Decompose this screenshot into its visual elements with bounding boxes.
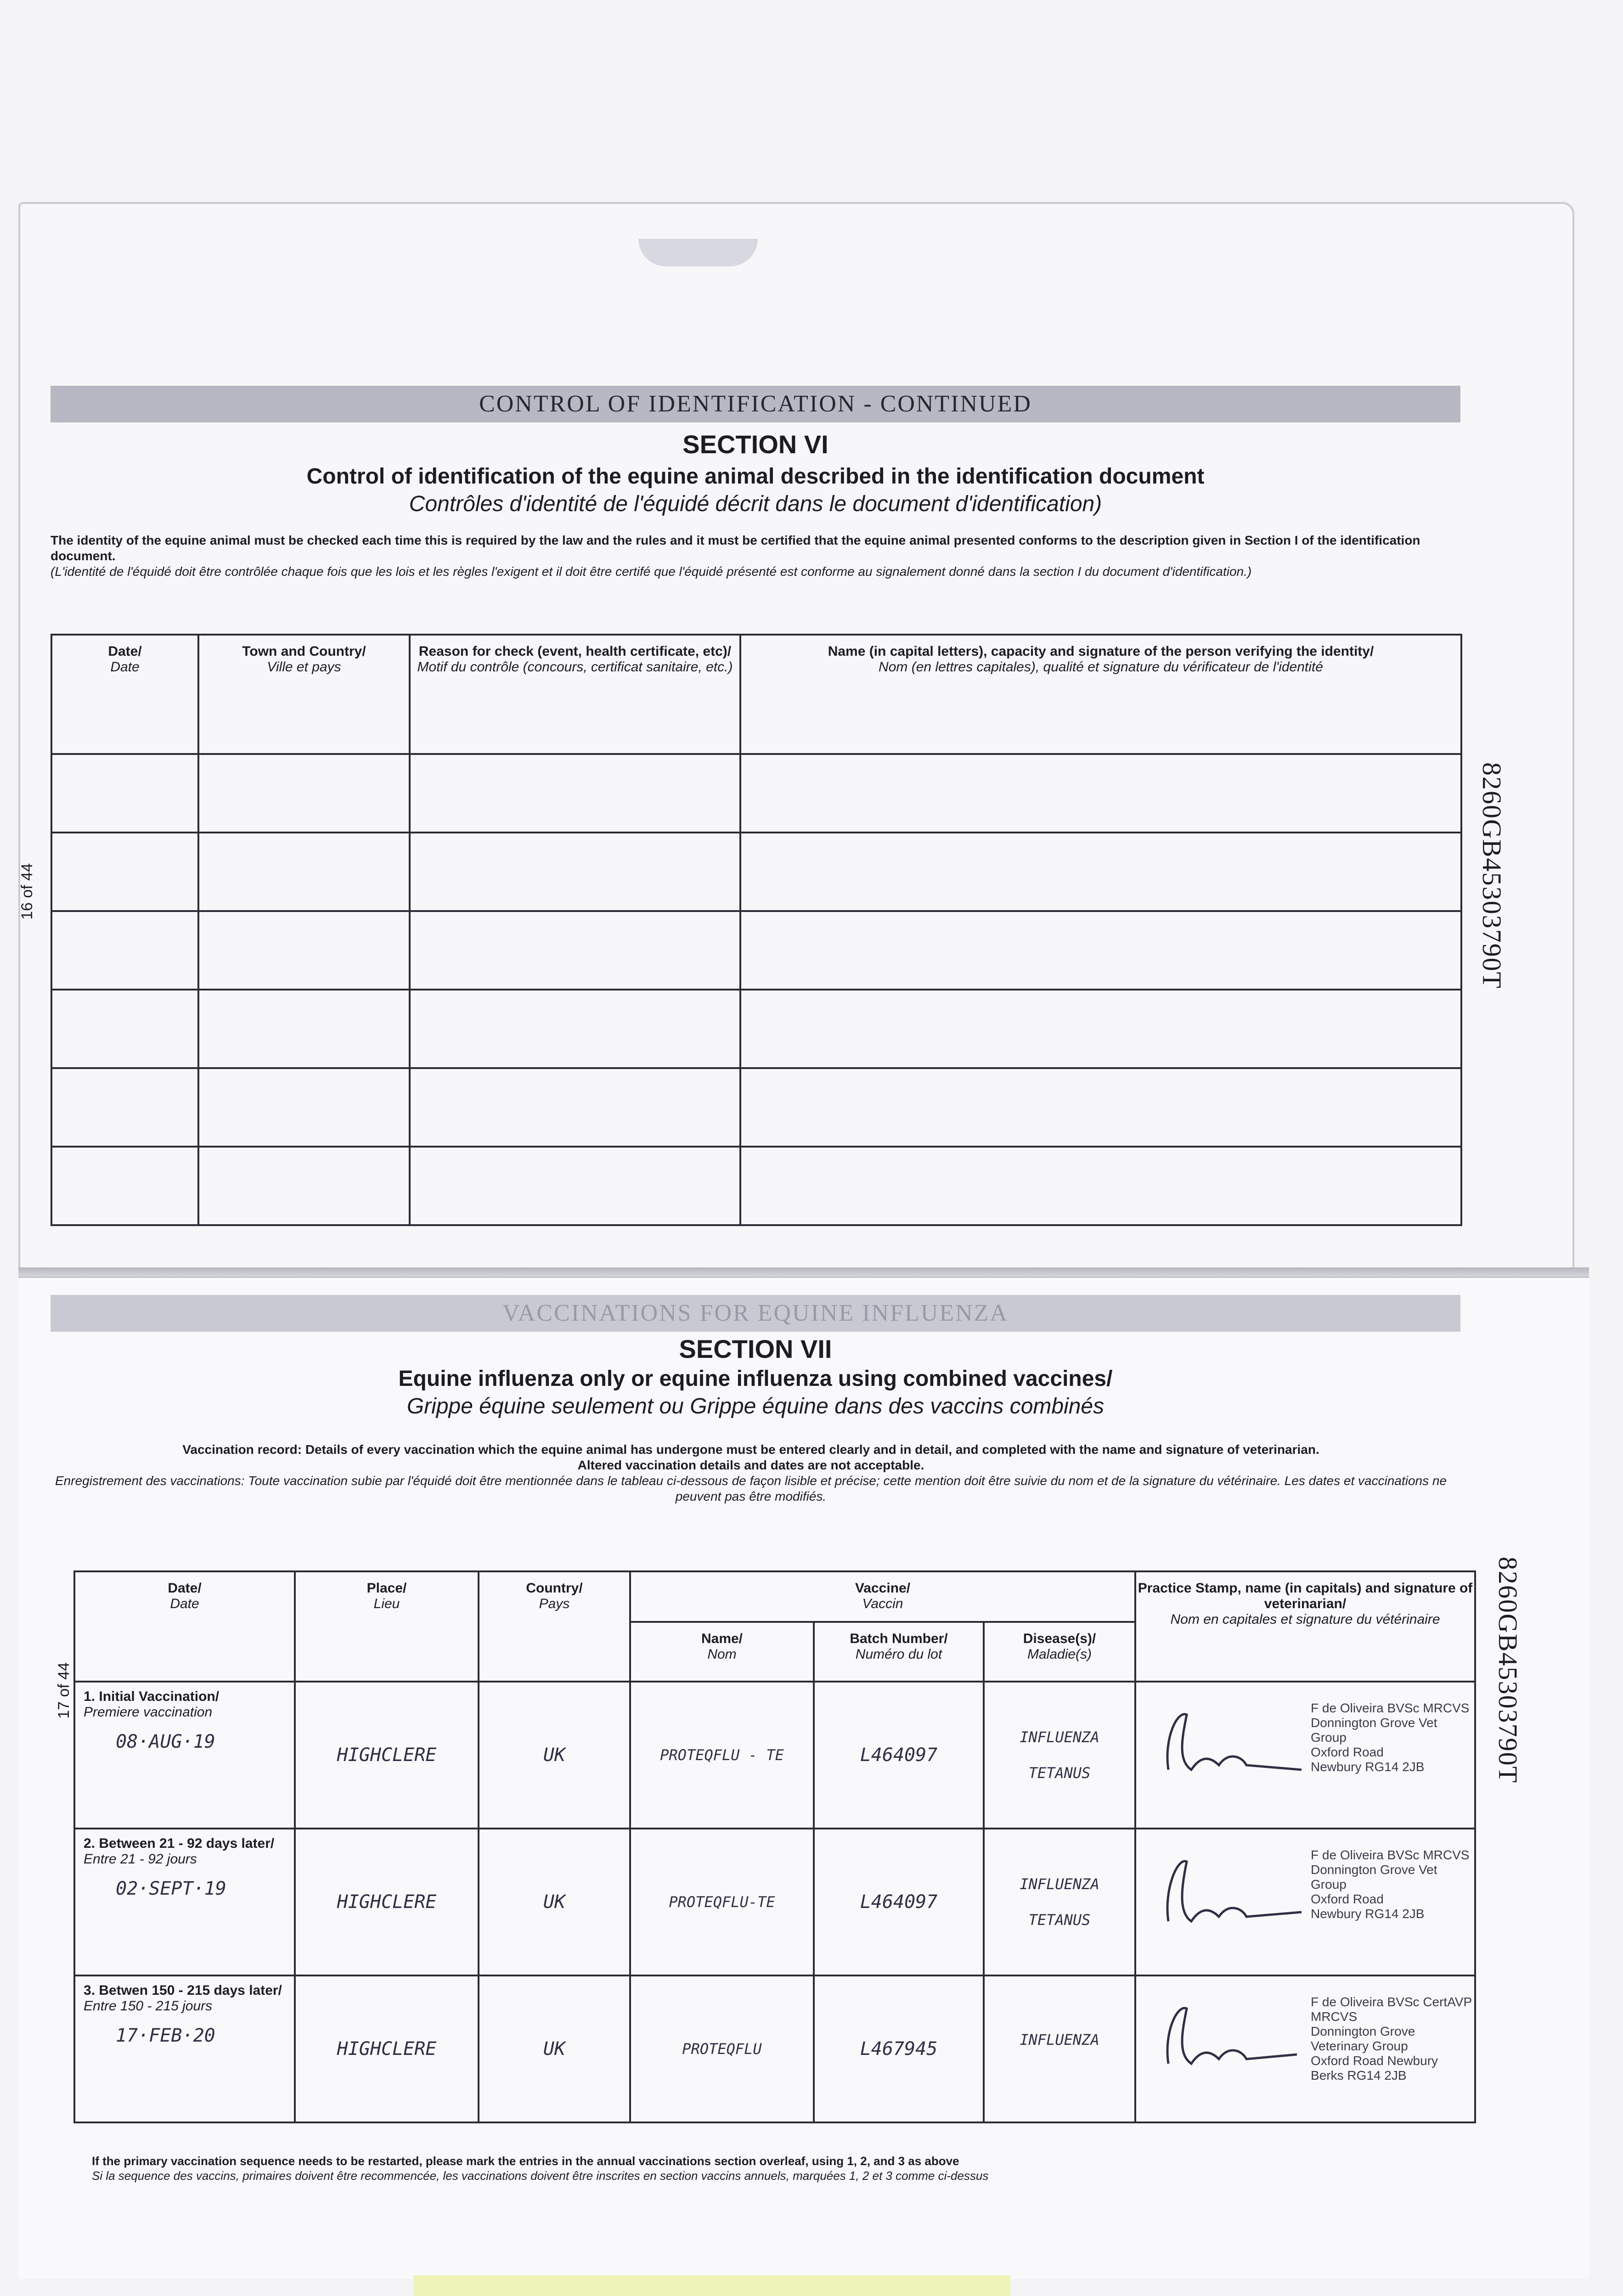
stamp-cell <box>1135 1829 1475 1975</box>
handwritten-disease: INFLUENZA <box>1020 1728 1099 1746</box>
handwritten-place: HIGHCLERE <box>337 1891 437 1913</box>
col-batch: Batch Number/ Numéro du lot <box>814 1622 984 1682</box>
col-date: Date/ Date <box>51 635 198 754</box>
row-date-cell[interactable]: 2. Between 21 - 92 days later/ Entre 21 - 92 jours 02·SEPT·19 <box>74 1829 295 1975</box>
footnote-en: If the primary vaccination sequence needs to be restarted, please mark the entries in the annual vaccinations section overleaf, using 1, 2, and 3 as above <box>92 2154 959 2168</box>
col-reason: Reason for check (event, health certificate, etc)/ Motif du contrôle (concours, certificat sanitaire, etc.) <box>410 635 740 754</box>
section-title: SECTION VI <box>682 430 828 459</box>
vet-signature <box>1150 1848 1306 1940</box>
handwritten-vaccine-name: PROTEQFLU-TE <box>669 1893 775 1911</box>
handwritten-disease: TETANUS <box>1028 1911 1091 1929</box>
col-place: Place/ Lieu <box>295 1571 479 1682</box>
vet-signature <box>1150 1995 1306 2087</box>
handwritten-date: 17·FEB·20 <box>116 2025 215 2046</box>
handwritten-place: HIGHCLERE <box>337 1745 437 1766</box>
col-town-country: Town and Country/ Ville et pays <box>198 635 410 754</box>
table-row <box>51 833 1461 911</box>
handwritten-vaccine-name: PROTEQFLU - TE <box>660 1746 784 1764</box>
section-heading-fr: Grippe équine seulement ou Grippe équine dans des vaccins combinés <box>406 1394 1105 1418</box>
table-row <box>51 1147 1461 1225</box>
table-row <box>51 911 1461 990</box>
handwritten-country: UK <box>543 1745 566 1766</box>
handwritten-country: UK <box>543 1891 566 1913</box>
intro-en: The identity of the equine animal must be checked each time this is required by the law and the rules and it must be certified that the equine animal presented conforms to the description given in Section I of the identification document. <box>51 533 1420 563</box>
col-vaccine: Vaccine/ Vaccin <box>630 1571 1135 1622</box>
page-tab-notch <box>638 239 758 266</box>
page-number: 17 of 44 <box>55 1662 73 1719</box>
handwritten-date: 02·SEPT·19 <box>116 1878 226 1899</box>
stamp-cell <box>1135 1975 1475 2122</box>
footnote <box>92 2154 1378 2183</box>
intro-en-2: Altered vaccination details and dates are not acceptable. <box>577 1458 924 1472</box>
table-row <box>74 1975 1475 2122</box>
section-band-title: VACCINATIONS FOR EQUINE INFLUENZA <box>51 1295 1460 1332</box>
handwritten-vaccine-name: PROTEQFLU <box>682 2040 762 2058</box>
col-disease: Disease(s)/ Maladie(s) <box>984 1622 1135 1682</box>
handwritten-country: UK <box>543 2038 566 2060</box>
stamp-cell <box>1135 1682 1475 1829</box>
row-date-cell[interactable]: 1. Initial Vaccination/ Premiere vaccination 08·AUG·19 <box>74 1682 295 1829</box>
practice-stamp: F de Oliveira BVSc CertAVP MRCVS Donnington Grove Veterinary Group Oxford Road Newbury Berks RG14 2JB <box>1311 1995 1472 2082</box>
page-number: 16 of 44 <box>18 863 36 920</box>
passport-id: 8260GB45303790T <box>1477 762 1507 989</box>
vet-signature <box>1150 1701 1306 1793</box>
footnote-fr: Si la sequence des vaccins, primaires doivent être recommencée, les vaccinations doivent être inscrites en section vaccins annuels, marquées 1, 2 et 3 comme ci-dessus <box>92 2169 989 2183</box>
col-date: Date/ Date <box>74 1571 295 1682</box>
page-marker-strip <box>413 2275 1010 2296</box>
handwritten-disease: INFLUENZA <box>1020 2031 1099 2048</box>
table-row <box>51 990 1461 1068</box>
handwritten-disease: INFLUENZA <box>1020 1875 1099 1893</box>
vaccination-table <box>73 1570 1476 2123</box>
table-row <box>51 754 1461 833</box>
table-row <box>51 1068 1461 1147</box>
identity-check-table <box>51 634 1462 1226</box>
passport-id: 8260GB45303790T <box>1493 1557 1523 1784</box>
table-row <box>74 1829 1475 1975</box>
col-verifier: Name (in capital letters), capacity and signature of the person verifying the identity/ Nom (en lettres capitales), qualité et signature du vérificateur de l'identité <box>740 635 1461 754</box>
section-band-title: CONTROL OF IDENTIFICATION - CONTINUED <box>51 386 1460 422</box>
intro-fr: Enregistrement des vaccinations: Toute vaccination subie par l'équidé doit être mentionnée dans le tableau ci-dessous de façon lisible et précise; cette mention doit être suivie du nom et de la signature du vétérinaire. Les dates et vaccinations ne peuvent pas être modifiés. <box>55 1474 1447 1503</box>
intro-en: Vaccination record: Details of every vaccination which the equine animal has undergone must be entered clearly and in detail, and completed with the name and signature of veterinarian. <box>182 1442 1319 1457</box>
section-intro <box>51 533 1451 580</box>
col-country: Country/ Pays <box>479 1571 630 1682</box>
section-intro <box>51 1442 1451 1504</box>
section-heading-en: Control of identification of the equine animal described in the identification document <box>306 464 1205 489</box>
intro-fr: (L'identité de l'équidé doit être contrôlée chaque fois que les lois et les règles l'exigent et il doit être certifé que l'équidé présenté est conforme au signalement donné dans la section I du document d'identification.) <box>51 564 1252 579</box>
handwritten-batch: L464097 <box>860 1745 938 1766</box>
section-heading-fr: Contrôles d'identité de l'équidé décrit dans le document d'identification) <box>409 492 1102 516</box>
practice-stamp: F de Oliveira BVSc MRCVS Donnington Grove Vet Group Oxford Road Newbury RG14 2JB <box>1311 1701 1470 1774</box>
col-stamp: Practice Stamp, name (in capitals) and signature of veterinarian/ Nom en capitales et signature du vétérinaire <box>1135 1571 1475 1682</box>
section-heading-en: Equine influenza only or equine influenza using combined vaccines/ <box>398 1367 1113 1391</box>
section-title: SECTION VII <box>679 1334 832 1363</box>
handwritten-place: HIGHCLERE <box>337 2038 437 2060</box>
handwritten-date: 08·AUG·19 <box>116 1731 215 1752</box>
col-vaccine-name: Name/ Nom <box>630 1622 814 1682</box>
practice-stamp: F de Oliveira BVSc MRCVS Donnington Grove Vet Group Oxford Road Newbury RG14 2JB <box>1311 1848 1470 1921</box>
handwritten-batch: L464097 <box>860 1891 938 1913</box>
table-row <box>74 1682 1475 1829</box>
handwritten-disease: TETANUS <box>1028 1764 1091 1782</box>
handwritten-batch: L467945 <box>860 2038 938 2060</box>
row-date-cell[interactable]: 3. Betwen 150 - 215 days later/ Entre 150 - 215 jours 17·FEB·20 <box>74 1975 295 2122</box>
